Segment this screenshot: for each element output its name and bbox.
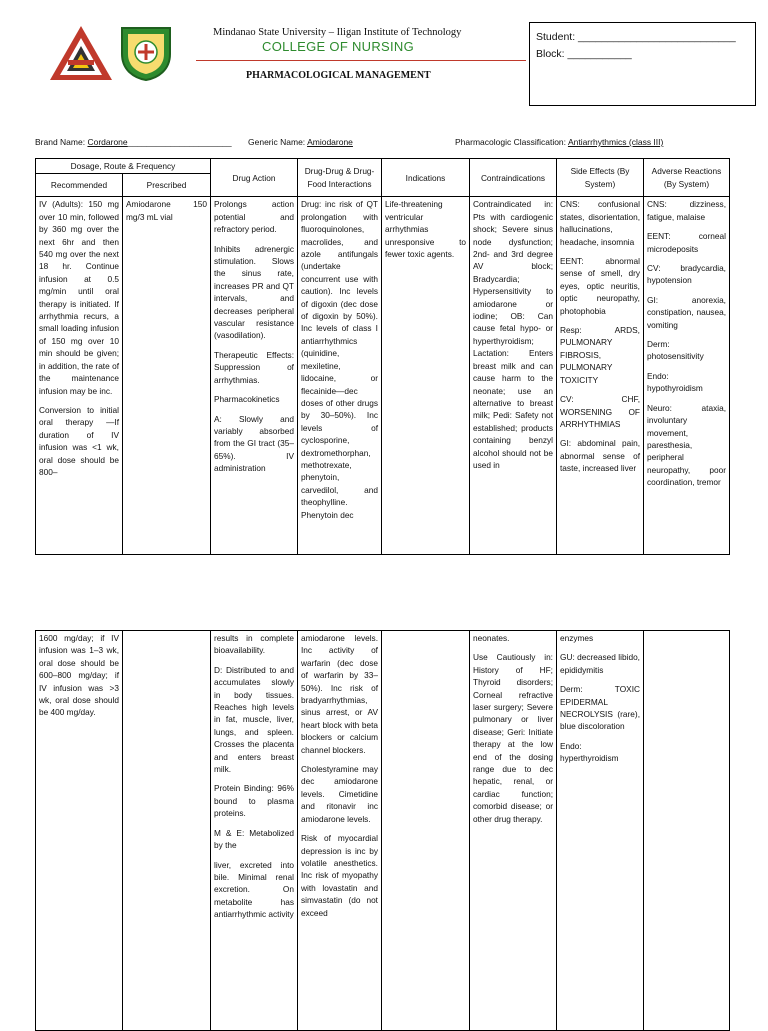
college-name: COLLEGE OF NURSING bbox=[262, 39, 415, 54]
header-dosage: Dosage, Route & Frequency bbox=[36, 159, 211, 174]
cell-indications bbox=[382, 197, 470, 555]
college-of-nursing-seal bbox=[118, 24, 174, 82]
cell-paragraph: results in complete bioavailability. bbox=[214, 633, 294, 656]
cell-paragraph: neonates. bbox=[473, 633, 510, 643]
brand-name-line: ______________________ bbox=[127, 137, 232, 147]
cell-interactions bbox=[298, 197, 382, 555]
header-interactions: Drug-Drug & Drug-Food Interactions bbox=[298, 159, 382, 197]
cell-paragraph: Therapeutic Effects: Suppression of arrhythmias. bbox=[214, 349, 294, 385]
cell-paragraph: Derm: photosensitivity bbox=[647, 339, 704, 362]
cell-paragraph: Risk of myocardial depression is inc by volatile anesthetics. Inc risk of myopathy with lovastatin and simvastatin (do not exceed bbox=[301, 833, 378, 918]
cell-paragraph: Conversion to initial oral therapy —If duration of IV infusion was <1 wk, oral dose should be 800– bbox=[39, 404, 119, 477]
cell-paragraph: Drug: inc risk of QT prolongation with fluoroquinolones, macrolides, and azole antifungals (undertake concurrent use with caution). Inc levels of digoxin (dec dose of digoxin by 50%). Inc levels of class I antiarrhythmics (quinidine, mexiletine, lidocaine, or flecainide—dec doses of other drugs by 30–50%). Inc levels of cyclosporine, dextromethorphan, methotrexate, phenytoin, carvedilol, and theophylline. Phenytoin dec bbox=[301, 199, 378, 520]
university-name: Mindanao State University – Iligan Institute of Technology bbox=[213, 27, 462, 38]
header-prescribed: Prescribed bbox=[123, 174, 211, 197]
cell-recommended-cont bbox=[36, 631, 123, 1031]
cell-recommended bbox=[36, 197, 123, 555]
cell-interactions-cont bbox=[298, 631, 382, 1031]
cell-paragraph: Endo: hyperthyroidism bbox=[560, 740, 619, 764]
cell-paragraph: A: Slowly and variably absorbed from the GI tract (35–65%). IV administration bbox=[214, 413, 294, 474]
cell-paragraph: Inhibits adrenergic stimulation. Slows the sinus rate, increases PR and QT intervals, and decreases peripheral vascular resistance (vasodilation). bbox=[214, 243, 294, 341]
header-recommended: Recommended bbox=[36, 174, 123, 197]
cell-paragraph: D: Distributed to and accumulates slowly in body tissues. Reaches high levels in fat, muscle, liver, lungs, and spleen. Crosses the placenta and enters breast milk. bbox=[214, 664, 294, 775]
cell-prescribed bbox=[123, 197, 211, 555]
brand-name-value: Cordarone bbox=[87, 137, 128, 147]
cell-paragraph: IV (Adults): 150 mg over 10 min, followed by 360 mg over the next 6hr and then 540 mg over the next 18 hr. Continue infusion at 0.5 mg/min until oral therapy is initiated. If arrhythmia recurs, a small loading infusion of 150 mg over 10 min should be given; in addition, the rate of the maintenance infusion may be inc. bbox=[39, 199, 119, 396]
cell-paragraph: liver, excreted into bile. Minimal renal excretion. On metabolite has antiarrhythmic activity bbox=[214, 859, 294, 920]
cell-paragraph: 1600 mg/day; if IV infusion was 1–3 wk, oral dose should be 600–800 mg/day; if IV infusion was >3 wk, oral dose should be 400 mg/day. bbox=[39, 633, 119, 718]
cell-adverse-reactions bbox=[644, 197, 730, 555]
cell-paragraph: Amiodarone 150 mg/3 mL vial bbox=[126, 199, 207, 222]
cell-paragraph: GI: anorexia, constipation, nausea, vomiting bbox=[647, 294, 726, 330]
brand-name-row bbox=[35, 137, 232, 147]
cell-paragraph: M & E: Metabolized by the bbox=[214, 827, 294, 851]
block-field[interactable]: Block: ___________ bbox=[536, 48, 632, 60]
cell-paragraph: Contraindicated in: Pts with cardiogenic shock; Severe sinus node dysfunction; 2nd- and 3rd degree AV block; Bradycardia; Hypersensitivity to amiodarone or iodine; OB: Can cause fetal hypo- or hyperthyroidism; Lactation: Enters breast milk and can cause harm to the neonate; use an alternative to breast milk; Pedi: Safety not established; products containing benzyl alcohol should not be used in bbox=[473, 199, 553, 470]
generic-name-value: Amiodarone bbox=[307, 137, 353, 147]
student-info-box bbox=[529, 22, 756, 106]
cell-adverse-reactions-cont bbox=[644, 631, 730, 1031]
cell-paragraph: Life-threatening ventricular arrhythmias unresponsive to fewer toxic agents. bbox=[385, 199, 466, 260]
cell-paragraph: Cholestyramine may dec amiodarone levels. Cimetidine and ritonavir inc amiodarone levels. bbox=[301, 764, 378, 824]
university-logo bbox=[48, 24, 114, 84]
cell-paragraph: CV: CHF, WORSENING OF ARRHYTHMIAS bbox=[560, 394, 640, 429]
cell-paragraph: enzymes bbox=[560, 633, 594, 643]
student-field[interactable]: Student: ___________________________ bbox=[536, 31, 736, 43]
cell-paragraph: EENT: corneal microdeposits bbox=[647, 231, 726, 254]
classification-value: Antiarrhythmics (class III) bbox=[567, 137, 664, 147]
cell-contraindications bbox=[470, 197, 557, 555]
cell-paragraph: Use Cautiously in: History of HF; Thyroid disorders; Corneal refractive laser surgery; Severe pulmonary or liver disease; Geri: Initiate therapy at the low end of the dosing range due to dec hepatic, renal, or cardiac function; comorbid disease; or other drug therapy. bbox=[473, 652, 553, 824]
classification-row bbox=[455, 137, 663, 147]
cell-prescribed-cont bbox=[123, 631, 211, 1031]
cell-drug-action-cont bbox=[211, 631, 298, 1031]
cell-contraindications-cont bbox=[470, 631, 557, 1031]
drug-table-page-2 bbox=[35, 630, 730, 1031]
cell-paragraph: GI: abdominal pain, abnormal sense of taste, increased liver bbox=[560, 438, 640, 474]
page-title: PHARMACOLOGICAL MANAGEMENT bbox=[246, 70, 431, 81]
brand-name-label: Brand Name: bbox=[35, 137, 86, 147]
cell-indications-cont bbox=[382, 631, 470, 1031]
cell-paragraph: Neuro: ataxia, involuntary movement, paresthesia, peripheral neuropathy, poor coordination, tremor bbox=[647, 402, 726, 488]
cell-side-effects-cont bbox=[557, 631, 644, 1031]
cell-paragraph: Pharmacokinetics bbox=[214, 394, 280, 405]
cell-paragraph: EENT: abnormal sense of smell, dry eyes, optic neuritis, optic neuropathy, photophobia bbox=[560, 256, 640, 316]
cell-paragraph: Resp: ARDS, PULMONARY FIBROSIS, PULMONARY TOXICITY bbox=[560, 325, 640, 385]
header-adverse-reactions: Adverse Reactions (By System) bbox=[644, 159, 730, 197]
cell-paragraph: Endo: hypothyroidism bbox=[647, 370, 703, 394]
generic-name-label: Generic Name: bbox=[248, 137, 306, 147]
header-contraindications: Contraindications bbox=[470, 159, 557, 197]
header-indications: Indications bbox=[382, 159, 470, 197]
drug-table-page-1 bbox=[35, 158, 730, 555]
cell-paragraph: Derm: TOXIC EPIDERMAL NECROLYSIS (rare), blue discoloration bbox=[560, 684, 640, 732]
cell-paragraph: CNS: dizziness, fatigue, malaise bbox=[647, 199, 726, 222]
cell-side-effects bbox=[557, 197, 644, 555]
cell-paragraph: amiodarone levels. Inc activity of warfarin (dec dose of warfarin by 33–50%). Inc risk of bradyarrhythmias, sinus arrest, or AV heart block with beta blockers or calcium channel blockers. bbox=[301, 633, 378, 755]
cell-paragraph: CNS: confusional states, disorientation, hallucinations, headache, insomnia bbox=[560, 199, 640, 247]
cell-drug-action bbox=[211, 197, 298, 555]
cell-paragraph: Prolongs action potential and refractory period. bbox=[214, 199, 294, 235]
classification-label: Pharmacologic Classification: bbox=[455, 137, 567, 147]
cell-paragraph: GU: decreased libido, epididymitis bbox=[560, 652, 640, 675]
header-drug-action: Drug Action bbox=[211, 159, 298, 197]
generic-name-row bbox=[248, 137, 353, 147]
header-side-effects: Side Effects (By System) bbox=[557, 159, 644, 197]
cell-paragraph: CV: bradycardia, hypotension bbox=[647, 263, 726, 286]
cell-paragraph: Protein Binding: 96% bound to plasma proteins. bbox=[214, 783, 294, 819]
header-rule bbox=[196, 60, 526, 61]
